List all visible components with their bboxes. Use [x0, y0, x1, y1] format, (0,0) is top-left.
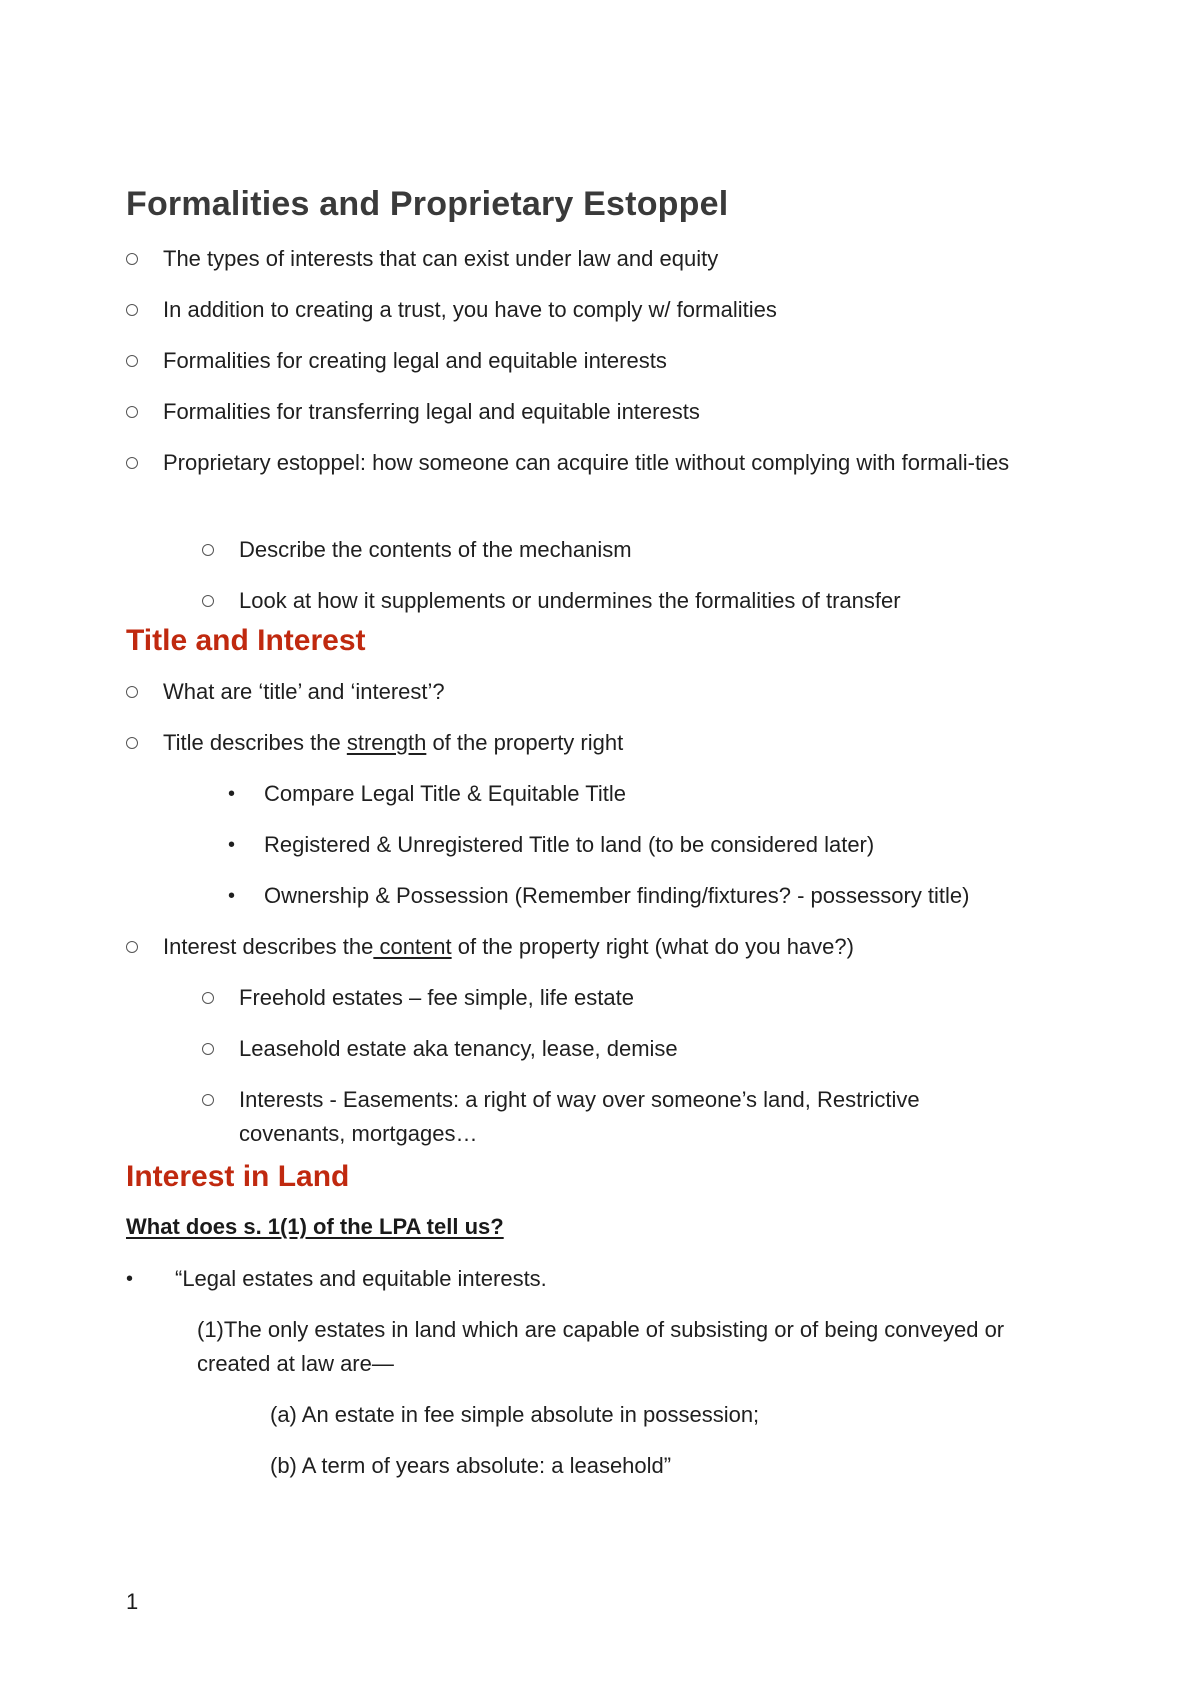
quote-intro: “Legal estates and equitable interests. [175, 1266, 547, 1291]
bullet-dot-icon: • [228, 834, 236, 856]
hollow-bullet-icon [202, 1043, 214, 1055]
list-item-interest [163, 930, 1068, 964]
underlined-term: strength [346, 730, 427, 755]
list-item: Proprietary estoppel: how someone can acquire title without complying with formali-ties [163, 450, 1010, 475]
bullet-dot-icon: • [126, 1268, 134, 1290]
hollow-bullet-icon [202, 992, 214, 1004]
list-item: In addition to creating a trust, you have to comply w/ formalities [163, 297, 777, 322]
quote-clause-a: (a) An estate in fee simple absolute in possession; [270, 1402, 760, 1427]
hollow-bullet-icon [126, 253, 138, 265]
list-subitem: Freehold estates – fee simple, life estate [239, 985, 634, 1010]
list-item: The types of interests that can exist under law and equity [163, 246, 719, 271]
hollow-bullet-icon [202, 544, 214, 556]
section-heading-interest-in-land: Interest in Land [126, 1160, 350, 1193]
section-heading-title-and-interest: Title and Interest [126, 624, 366, 657]
bullet-item: Ownership & Possession (Remember finding/fixtures? - possessory title) [264, 883, 970, 908]
list-item: What are ‘title’ and ‘interest’? [163, 679, 445, 704]
text-segment: Interest describes the [163, 934, 374, 959]
page-number: 1 [126, 1589, 139, 1614]
bullet-dot-icon: • [228, 783, 236, 805]
list-item: Formalities for transferring legal and equitable interests [163, 399, 700, 424]
text-segment: Title describes the [163, 730, 347, 755]
hollow-bullet-icon [126, 406, 138, 418]
hollow-bullet-icon [126, 737, 138, 749]
hollow-bullet-icon [126, 304, 138, 316]
quote-clause-b: (b) A term of years absolute: a leasehold” [270, 1453, 672, 1478]
bullet-item: Registered & Unregistered Title to land (to be considered later) [264, 832, 875, 857]
bullet-dot-icon: • [228, 885, 236, 907]
hollow-bullet-icon [202, 595, 214, 607]
hollow-bullet-icon [126, 355, 138, 367]
hollow-bullet-icon [126, 457, 138, 469]
hollow-bullet-icon [202, 1094, 214, 1106]
bullet-item: Compare Legal Title & Equitable Title [264, 781, 626, 806]
text-segment: of the property right (what do you have?) [451, 934, 854, 959]
list-item: Formalities for creating legal and equitable interests [163, 348, 667, 373]
quote-paragraph: (1)The only estates in land which are capable of subsisting or of being conveyed or created at law are— [197, 1317, 1005, 1376]
list-subitem: Interests - Easements: a right of way over someone’s land, Restrictive covenants, mortgages… [239, 1087, 920, 1146]
list-subitem: Look at how it supplements or undermines the formalities of transfer [239, 588, 901, 613]
list-item-title [163, 726, 1068, 760]
text-segment: of the property right [426, 730, 624, 755]
hollow-bullet-icon [126, 686, 138, 698]
page-title: Formalities and Proprietary Estoppel [126, 185, 729, 223]
hollow-bullet-icon [126, 941, 138, 953]
underlined-term: content [373, 934, 452, 959]
subheading: What does s. 1(1) of the LPA tell us? [126, 1214, 504, 1239]
list-subitem: Leasehold estate aka tenancy, lease, demise [239, 1036, 678, 1061]
list-subitem: Describe the contents of the mechanism [239, 537, 632, 562]
